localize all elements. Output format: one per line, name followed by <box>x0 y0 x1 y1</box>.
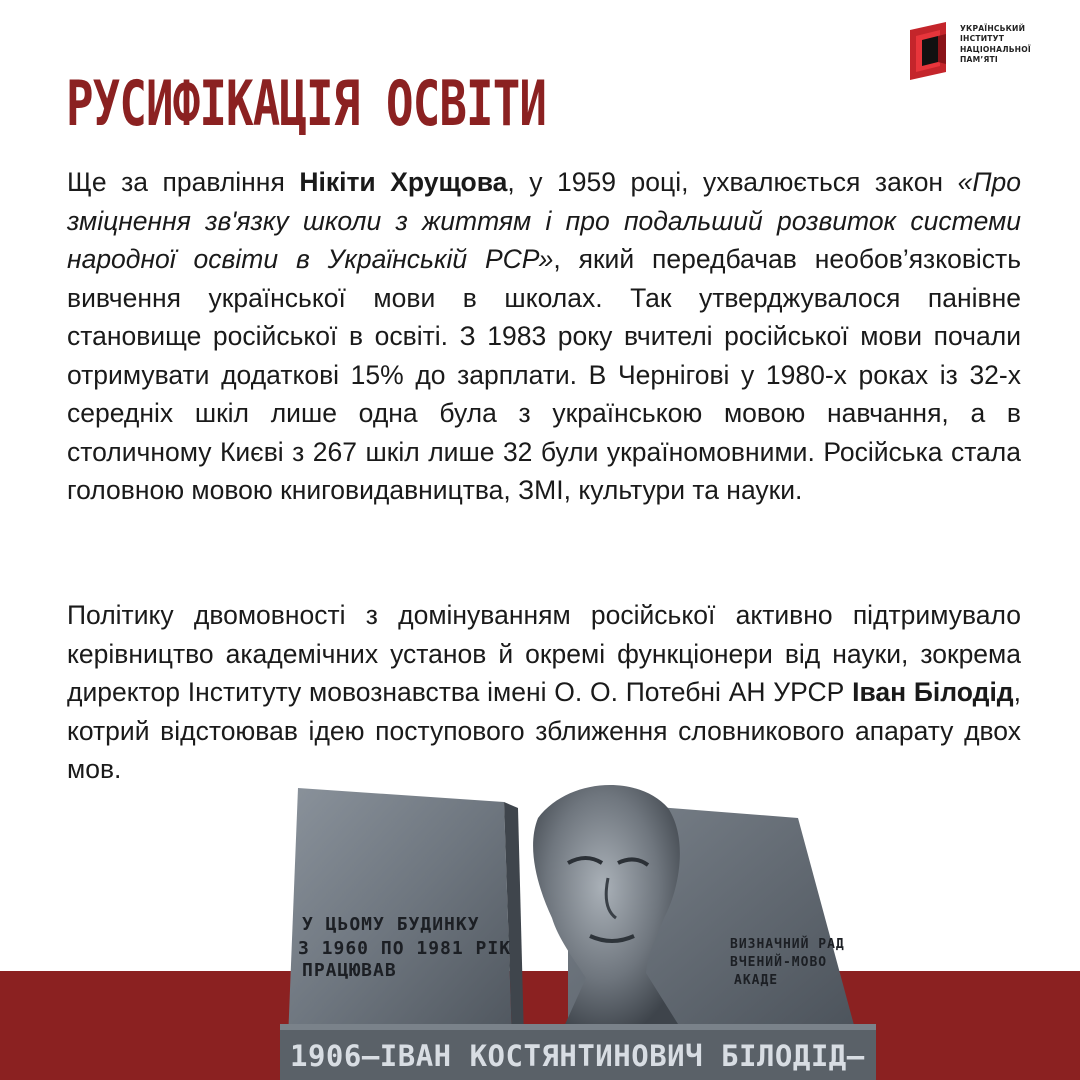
plaque-left-line-3: ПРАЦЮВАВ <box>302 960 397 981</box>
institute-logo <box>908 20 1068 82</box>
logo-line: ІНСТИТУТ <box>960 34 1005 44</box>
plaque-right-line-1: ВИЗНАЧНИЙ РАД <box>730 937 845 952</box>
p2-bold-bilodid: Іван Білодід <box>852 677 1014 707</box>
p2-text-2: , котрий відстоював ідею поступового зближення словникового апарату двох мов. <box>67 677 1021 784</box>
p2-text-1: Політику двомовності з домінуванням російської активно підтримувало керівництво академічних установ й окремі функціонери від науки, зокрема директор Інституту мовознавства імені О. О. Потебні АН УРСР <box>67 600 1021 707</box>
plaque-right-line-3: АКАДЕ <box>734 973 779 988</box>
logo-mark-icon <box>908 20 958 82</box>
paragraph-1 <box>67 163 1021 510</box>
logo-text <box>960 24 1068 66</box>
logo-line: УКРАЇНСЬКИЙ <box>960 24 1026 33</box>
page-title: РУСИФІКАЦІЯ ОСВІТИ <box>66 68 547 141</box>
plaque-bottom-inscription: 1906—ІВАН КОСТЯНТИНОВИЧ БІЛОДІД— <box>290 1039 865 1073</box>
plaque-right-line-2: ВЧЕНИЙ-МОВО <box>730 955 828 970</box>
p1-italic-law: «Про зміцнення зв'язку школи з життям і про подальший розвиток системи народної освіти в Українській РСР» <box>67 167 1022 274</box>
p1-bold-khrushchev: Нікіти Хрущова <box>299 167 508 197</box>
logo-line: НАЦІОНАЛЬНОЇ <box>960 44 1031 54</box>
p1-text-1: Ще за правління <box>67 167 300 197</box>
plaque-left-line-2: З 1960 ПО 1981 РІК <box>298 938 512 959</box>
p1-text-2: , у 1959 році, ухвалюється закон <box>507 167 958 197</box>
logo-line: ПАМ’ЯТІ <box>960 55 998 65</box>
paragraph-2 <box>67 596 1021 789</box>
plaque-left-line-1: У ЦЬОМУ БУДИНКУ <box>302 914 480 935</box>
p1-text-3: , який передбачав необов’язковість вивчення української мови в школах. Так утверджувалося панівне становище російської в освіті. З 1983 року вчителі російської мови почали отримувати додаткові 15% до зарплати. В Чернігові у 1980-х роках із 32-х середніх шкіл лише одна була з українською мовою навчання, а в столичному Києві з 267 шкіл лише 32 були україномовними. Російська стала головною мовою книговидавництва, ЗМІ, культури та науки. <box>67 244 1021 505</box>
memorial-plaque-image <box>268 778 880 1080</box>
